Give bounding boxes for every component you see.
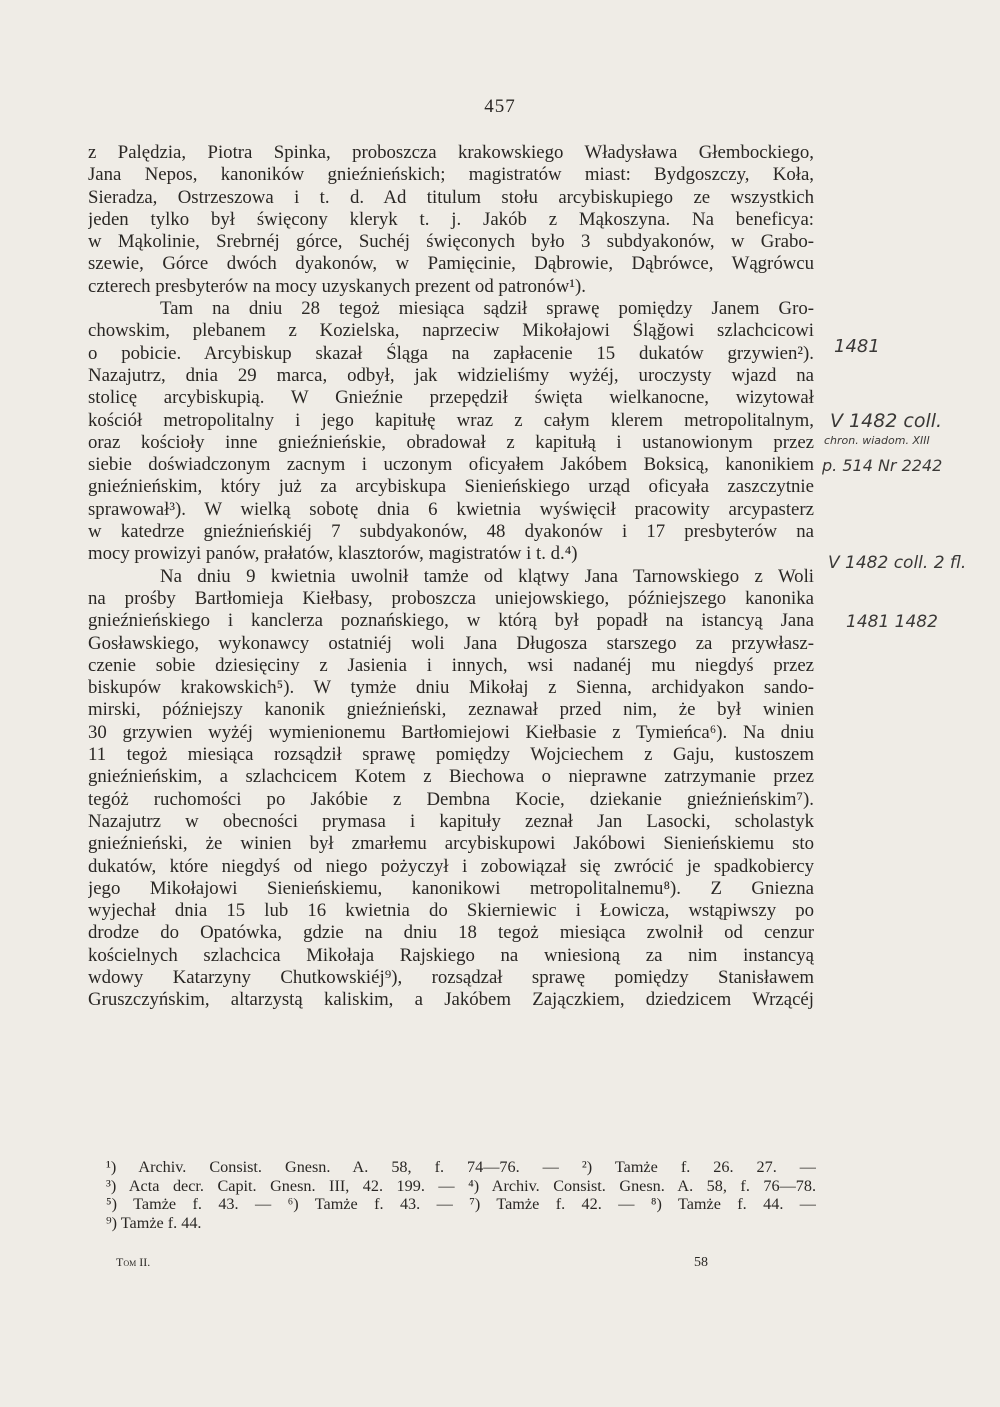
text-line: Gosławskiego, wykonawcy ostatniéj woli Jana Długosza starszego za przywłasz- <box>88 632 814 654</box>
text-line: mocy prowizyi panów, prałatów, klasztorów, magistratów i t. d.⁴) <box>88 543 578 565</box>
text-line: w katedrze gnieźnieńskiéj 7 subdyakonów, 48 dyakonów i 17 presbyterów na <box>88 521 814 543</box>
footnote-line: ¹) Archiv. Consist. Gnesn. A. 58, f. 74—76. — ²) Tamże f. 26. 27. — <box>106 1158 816 1176</box>
volume-label: Tom II. <box>116 1255 151 1269</box>
text-line: w Mąkolinie, Srebrnéj górce, Suchéj święconych było 3 subdyakonów, w Grabo- <box>88 231 814 253</box>
footnote-line: ³) Acta decr. Capit. Gnesn. III, 42. 199. — ⁴) Archiv. Consist. Gnesn. A. 58, f. 76—78. <box>106 1176 816 1195</box>
text-line: jeden tylko był święcony kleryk t. j. Jakób z Mąkoszyna. Na beneficya: <box>88 208 814 230</box>
page-number: 457 <box>484 96 516 117</box>
text-line: chowskim, plebanem z Kozielska, naprzeciw Mikołajowi Śląğowi szlachcicowi <box>88 320 814 342</box>
text-line: siebie doświadczonym zacnym i uczonym oficyałem Jakóbem Boksicą, kanonikiem <box>88 454 814 476</box>
text-line: tegóż ruchomości po Jakóbie z Dembna Kocie, dziekanie gnieźnieńskim⁷). <box>88 788 814 810</box>
text-line: kościół metropolitalny i jego kapitułę wraz z całym klerem metropolitalnym, <box>88 409 814 431</box>
text-line: sprawował³). W wielką sobotę dnia 6 kwietnia wyświęcił pracowity arcypasterz <box>88 498 814 520</box>
text-line: Nazajutrz w obecności prymasa i kapituły zeznał Jan Lasocki, scholastyk <box>88 810 814 832</box>
text-line: biskupów krakowskich⁵). W tymże dniu Mikołaj z Sienna, archidyakon sando- <box>88 677 814 699</box>
text-line: jego Mikołajowi Sienieńskiemu, kanonikowi metropolitalnemu⁸). Z Gniezna <box>88 877 814 899</box>
text-line: gnieźnieńskim, a szlachcicem Kotem z Biechowa o nieprawne zatrzymanie przez <box>88 766 814 788</box>
text-line: Tam na dniu 28 tegoż miesiąca sądził sprawę pomiędzy Janem Gro- <box>160 298 814 320</box>
text-line: gnieźnieńskim, który już za arcybiskupa Sienieńskiego urząd oficyała zaszczytnie <box>88 476 814 498</box>
text-line: wyjechał dnia 15 lub 16 kwietnia do Skierniewic i Łowicza, wstąpiwszy po <box>88 900 814 922</box>
page-footer <box>116 1255 708 1271</box>
text-line: Nazajutrz, dnia 29 marca, odbył, jak widzieliśmy wyżéj, uroczysty wjazd na <box>88 364 814 386</box>
footnotes <box>106 1158 816 1232</box>
text-line: oraz kościoły inne gnieźnieńskie, obradował z kapitułą i ustanowionym przez <box>88 431 814 453</box>
margin-note: 1481 <box>834 336 880 357</box>
footnote-line: ⁵) Tamże f. 43. — ⁶) Tamże f. 43. — ⁷) Tamże f. 42. — ⁸) Tamże f. 44. — <box>106 1195 816 1213</box>
text-line: mirski, późniejszy kanonik gnieźnieński, zeznawał przed nim, że był winien <box>88 699 814 721</box>
margin-note: V 1482 coll. <box>830 410 943 432</box>
main-text <box>88 142 814 1012</box>
text-line: szewie, Górce dwóch dyakonów, w Pamięcinie, Dąbrowie, Dąbrówce, Wągrówcu <box>88 253 814 275</box>
text-line: stolicę arcybiskupią. W Gnieźnie przepędził święta wielkanocne, wizytował <box>88 387 814 409</box>
text-line: dukatów, które niegdyś od niego pożyczył i zobowiązał się zwrócić je spadkobiercy <box>88 855 814 877</box>
text-line: na prośby Bartłomieja Kiełbasy, proboszcza uniejowskiego, późniejszego kanonika <box>88 587 814 609</box>
text-line: gnieźnieński, że winien był zmarłemu arcybiskupowi Jakóbowi Sienieńskiemu sto <box>88 833 814 855</box>
sheet-signature: 58 <box>694 1255 708 1270</box>
text-line: gnieźnieńskiego i kanclerza poznańskiego, w którą był popadł na istancyą Jana <box>88 610 814 632</box>
footnote-line: ⁹) Tamże f. 44. <box>106 1213 202 1232</box>
text-line: o pobicie. Arcybiskup skazał Śląga na zapłacenie 15 dukatów grzywien²). <box>88 342 814 364</box>
text-line: czterech presbyterów na mocy uzyskanych prezent od patronów¹). <box>88 275 586 297</box>
margin-note: V 1482 coll. 2 fl. <box>828 553 967 573</box>
text-line: wdowy Katarzyny Chutkowskiéj⁹), rozsądzał sprawę pomiędzy Stanisławem <box>88 966 814 988</box>
text-line: 11 tegoż miesiąca rozsądził sprawę pomiędzy Wojciechem z Gaju, kustoszem <box>88 744 814 766</box>
text-line: Na dniu 9 kwietnia uwolnił tamże od klątwy Jana Tarnowskiego z Woli <box>160 565 814 587</box>
text-line: z Palędzia, Piotra Spinka, proboszcza krakowskiego Władysława Głembockiego, <box>88 142 814 163</box>
margin-note: chron. wiadom. XIII <box>824 434 930 447</box>
text-line: drodze do Opatówka, gdzie na dniu 18 tegoż miesiąca zwolnił od cenzur <box>88 922 814 944</box>
text-line: kościelnych szlachcica Mikołaja Rajskiego na wniesioną za nim instancyą <box>88 944 814 966</box>
text-line: Jana Nepos, kanoników gnieźnieńskich; magistratów miast: Bydgoszczy, Koła, <box>88 164 814 186</box>
margin-note: p. 514 Nr 2242 <box>822 456 943 475</box>
margin-note: 1481 1482 <box>846 612 938 632</box>
text-line: Gruszczyńskim, altarzystą kaliskim, a Jakóbem Zajączkiem, dziedzicem Wrzącéj <box>88 989 814 1011</box>
text-line: 30 grzywien wyżéj wymienionemu Bartłomiejowi Kiełbasie z Tymieńca⁶). Na dniu <box>88 721 814 743</box>
text-line: Sieradza, Ostrzeszowa i t. d. Ad titulum stołu arcybiskupiego ze wszystkich <box>88 186 814 208</box>
text-line: czenie sobie dziesięciny z Jasienia i innych, wsi nadanéj mu niegdyś przez <box>88 654 814 676</box>
